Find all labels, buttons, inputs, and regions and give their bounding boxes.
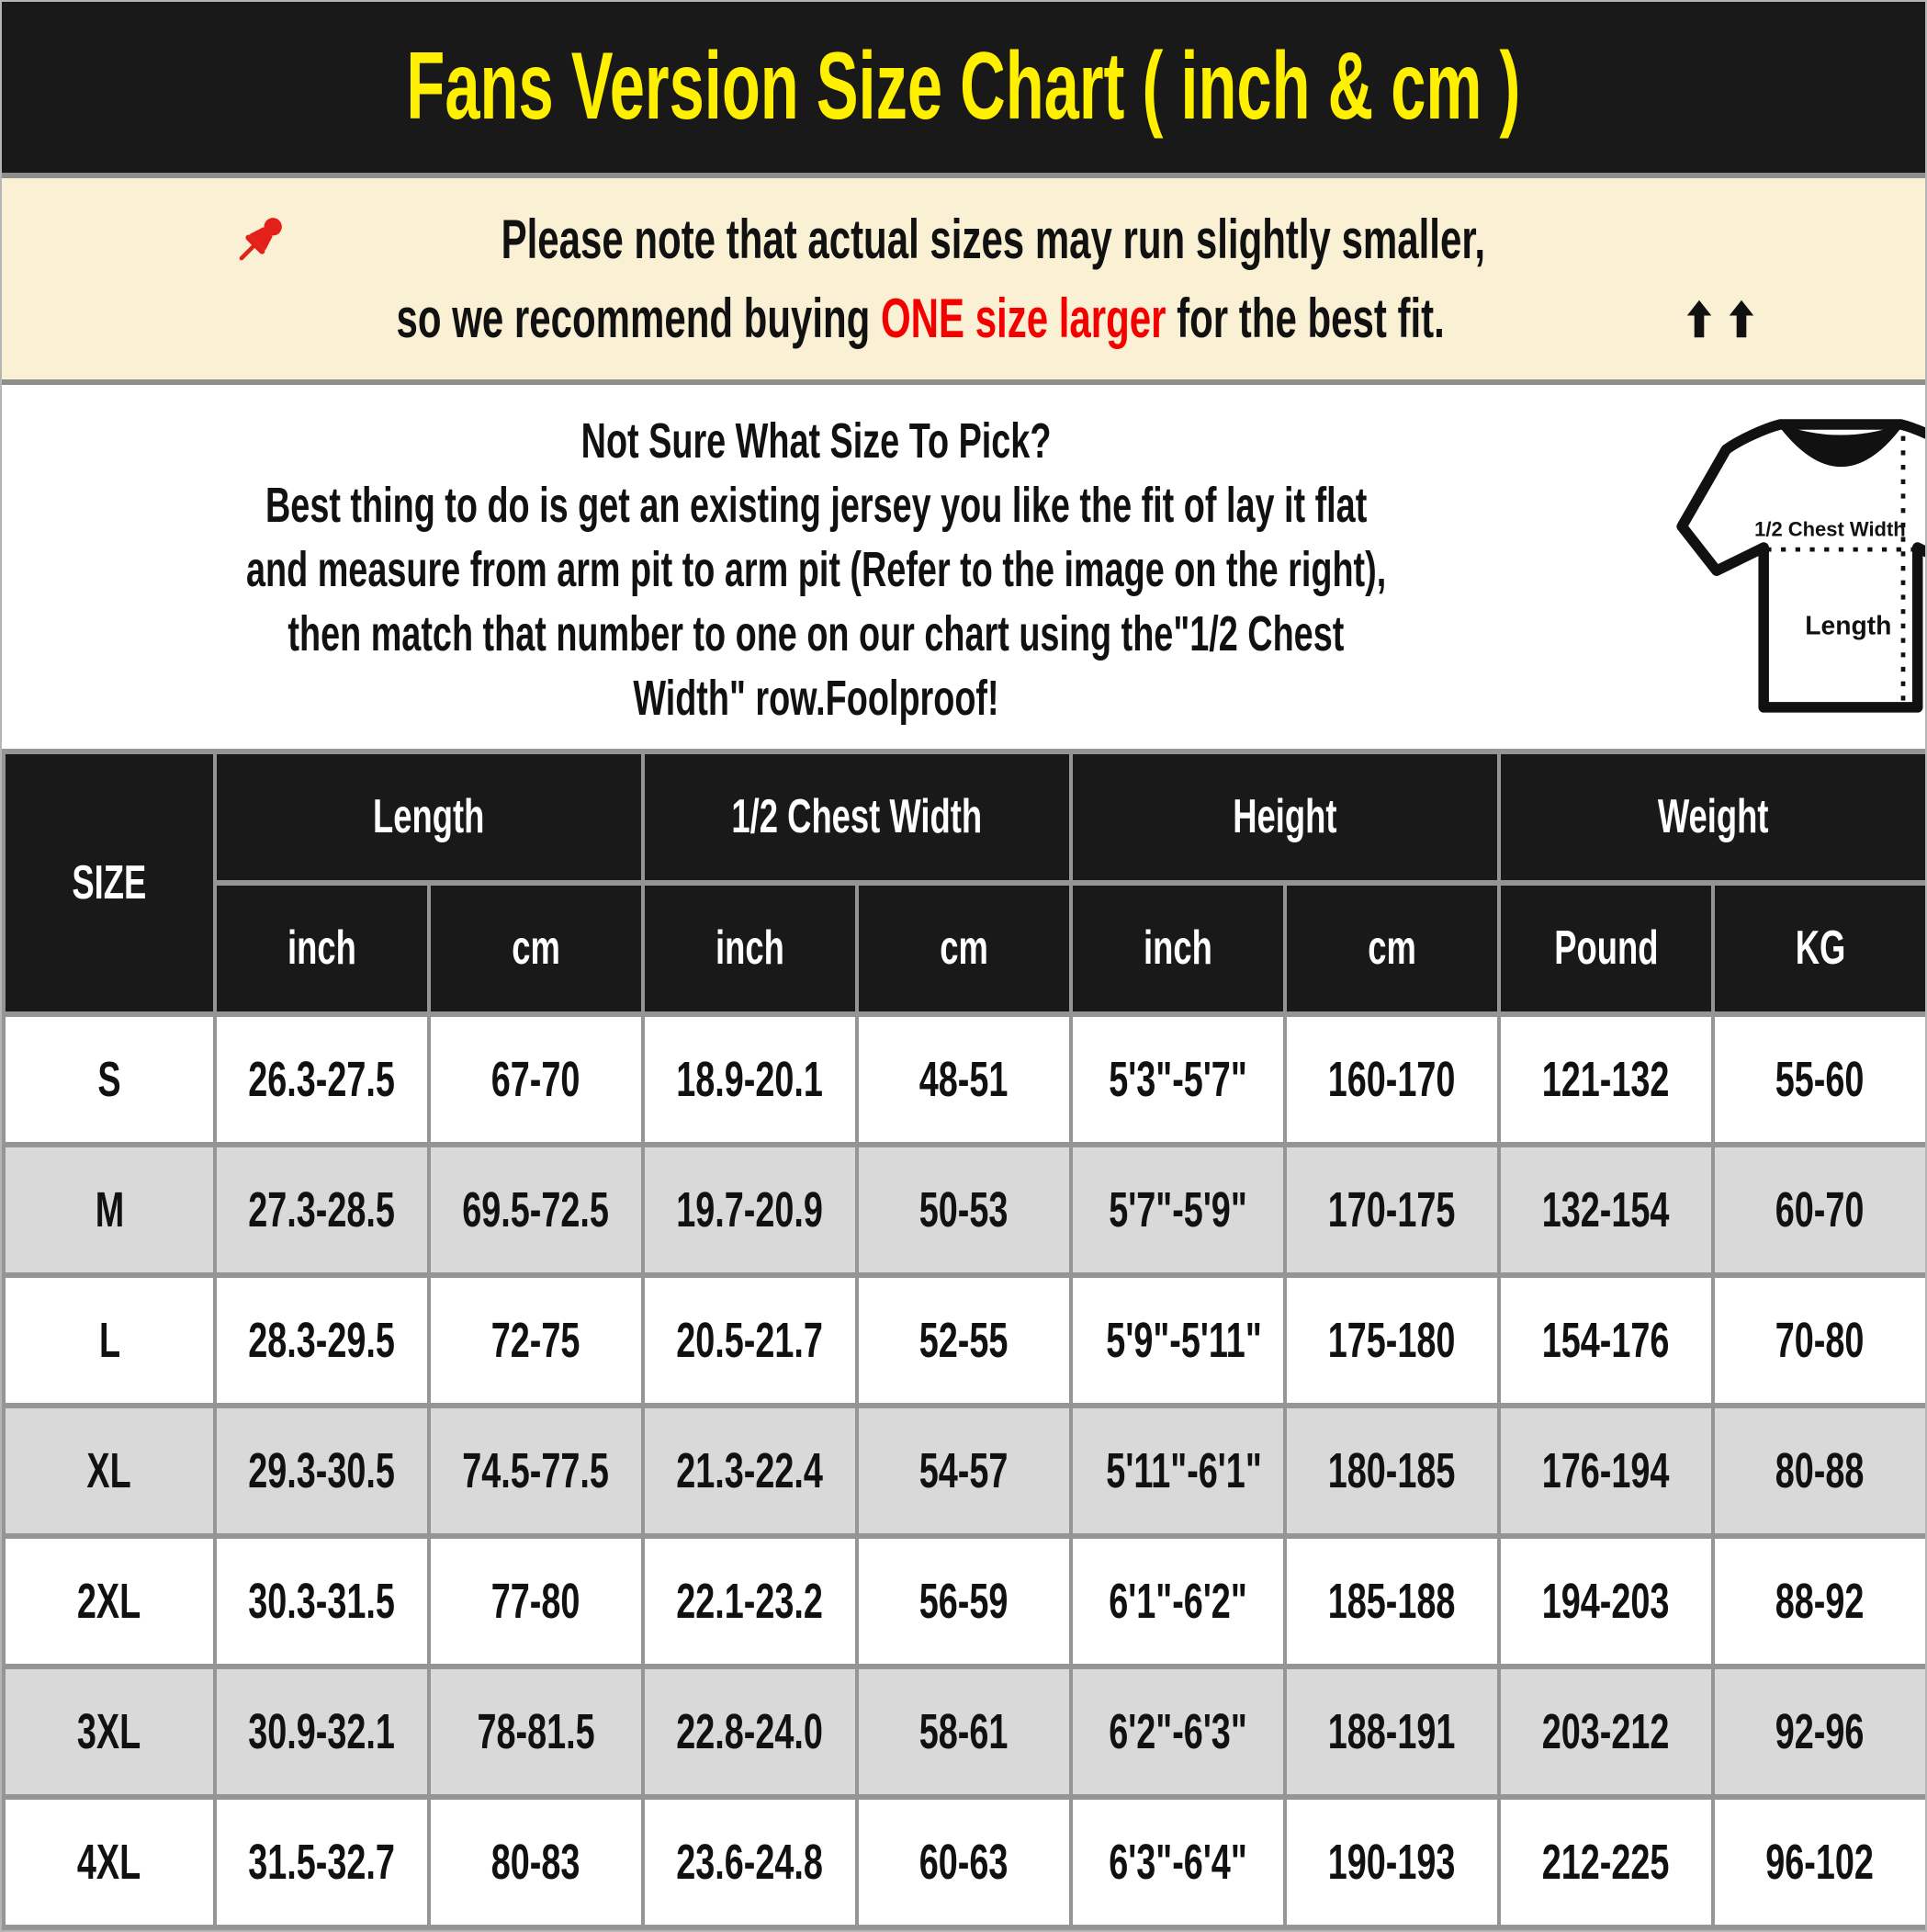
guide-line <box>2 537 1630 602</box>
header-length-cm <box>429 883 643 1014</box>
table-row <box>4 1275 1927 1406</box>
guide-line-text: Width" row.Foolproof! <box>633 671 999 727</box>
measurement-cell <box>857 1275 1071 1406</box>
cell-text: 160-170 <box>1328 1051 1456 1107</box>
guide-section <box>2 385 1925 749</box>
table-row <box>4 1797 1927 1927</box>
measurement-cell <box>1499 1666 1713 1797</box>
cell-text: 55-60 <box>1775 1051 1865 1107</box>
note-line-1 <box>231 207 1696 273</box>
header-sub-text: cm <box>1368 921 1416 976</box>
measurement-cell <box>1071 1014 1285 1145</box>
measurement-cell <box>429 1536 643 1666</box>
size-cell <box>4 1797 215 1927</box>
cell-text: 23.6-24.8 <box>676 1834 824 1890</box>
cell-text: 5'11"-6'1" <box>1106 1442 1262 1498</box>
shirt-chest-label: 1/2 Chest Width <box>1754 517 1906 541</box>
cell-text: 121-132 <box>1542 1051 1670 1107</box>
measurement-cell <box>1499 1536 1713 1666</box>
measurement-cell <box>857 1145 1071 1275</box>
measurement-cell <box>1713 1145 1927 1275</box>
cell-text: S <box>97 1051 121 1107</box>
measurement-cell <box>429 1797 643 1927</box>
up-arrows <box>1685 298 1755 340</box>
note-banner <box>2 178 1925 386</box>
table-row <box>4 1536 1927 1666</box>
measurement-cell <box>1071 1406 1285 1536</box>
cell-text: 50-53 <box>919 1181 1009 1237</box>
measurement-cell <box>1713 1014 1927 1145</box>
cell-text: 77-80 <box>491 1573 580 1629</box>
note-line-2 <box>172 286 1755 352</box>
measurement-cell <box>215 1536 429 1666</box>
measurement-cell <box>1499 1145 1713 1275</box>
size-cell <box>4 1406 215 1536</box>
cell-text: 58-61 <box>919 1703 1009 1759</box>
measurement-cell <box>857 1666 1071 1797</box>
cell-text: 60-63 <box>919 1834 1009 1890</box>
measurement-cell <box>215 1275 429 1406</box>
measurement-cell <box>429 1014 643 1145</box>
measurement-cell <box>643 1797 857 1927</box>
note-highlight: ONE size larger <box>880 287 1166 349</box>
guide-text <box>2 385 1630 749</box>
note-line-2-prefix: so we recommend buying <box>396 287 881 349</box>
header-chest-width <box>643 751 1071 883</box>
cell-text: 20.5-21.7 <box>676 1312 824 1368</box>
cell-text: 67-70 <box>491 1051 580 1107</box>
size-cell <box>4 1275 215 1406</box>
cell-text: 30.9-32.1 <box>248 1703 396 1759</box>
table-row <box>4 1666 1927 1797</box>
guide-line <box>2 602 1630 666</box>
measurement-cell <box>429 1145 643 1275</box>
up-arrow-icon <box>1728 298 1755 340</box>
cell-text: 203-212 <box>1542 1703 1670 1759</box>
cell-text: 6'2"-6'3" <box>1109 1703 1247 1759</box>
measurement-cell <box>1285 1666 1499 1797</box>
cell-text: 185-188 <box>1328 1573 1456 1629</box>
shirt-diagram <box>1630 385 1927 749</box>
cell-text: 31.5-32.7 <box>248 1834 396 1890</box>
cell-text: 52-55 <box>919 1312 1009 1368</box>
cell-text: 54-57 <box>919 1442 1009 1498</box>
header-size <box>4 751 215 1014</box>
cell-text: 180-185 <box>1328 1442 1456 1498</box>
size-table-body <box>4 1014 1927 1927</box>
cell-text: 190-193 <box>1328 1834 1456 1890</box>
header-sub-text: inch <box>716 921 784 976</box>
tshirt-measurement-icon <box>1640 403 1927 730</box>
header-weight <box>1499 751 1927 883</box>
size-cell <box>4 1536 215 1666</box>
cell-text: 5'9"-5'11" <box>1106 1312 1262 1368</box>
header-length-text: Length <box>373 790 485 844</box>
table-row <box>4 1406 1927 1536</box>
cell-text: 56-59 <box>919 1573 1009 1629</box>
cell-text: 188-191 <box>1328 1703 1456 1759</box>
cell-text: 176-194 <box>1542 1442 1670 1498</box>
cell-text: 22.1-23.2 <box>676 1573 824 1629</box>
cell-text: 78-81.5 <box>477 1703 595 1759</box>
measurement-cell <box>643 1666 857 1797</box>
cell-text: 29.3-30.5 <box>248 1442 396 1498</box>
note-line-2-suffix: for the best fit. <box>1166 287 1445 349</box>
header-weight-text: Weight <box>1657 790 1769 844</box>
measurement-cell <box>1713 1666 1927 1797</box>
size-cell <box>4 1666 215 1797</box>
header-sub-row <box>4 883 1927 1014</box>
measurement-cell <box>643 1014 857 1145</box>
cell-text: 70-80 <box>1775 1312 1865 1368</box>
cell-text: 48-51 <box>919 1051 1009 1107</box>
header-sub-text: cm <box>512 921 560 976</box>
guide-heading-text: Not Sure What Size To Pick? <box>580 413 1052 469</box>
measurement-cell <box>1285 1797 1499 1927</box>
measurement-cell <box>429 1666 643 1797</box>
header-height <box>1071 751 1499 883</box>
cell-text: 3XL <box>77 1703 141 1759</box>
size-cell <box>4 1145 215 1275</box>
title-banner <box>2 2 1925 178</box>
measurement-cell <box>1071 1275 1285 1406</box>
cell-text: 212-225 <box>1542 1834 1670 1890</box>
cell-text: 5'7"-5'9" <box>1109 1181 1247 1237</box>
measurement-cell <box>215 1406 429 1536</box>
header-height-inch <box>1071 883 1285 1014</box>
note-line-2-text <box>396 286 1444 352</box>
measurement-cell <box>1071 1145 1285 1275</box>
cell-text: 19.7-20.9 <box>676 1181 824 1237</box>
up-arrow-icon <box>1685 298 1713 340</box>
cell-text: 194-203 <box>1542 1573 1670 1629</box>
measurement-cell <box>1285 1014 1499 1145</box>
measurement-cell <box>643 1145 857 1275</box>
measurement-cell <box>1499 1275 1713 1406</box>
measurement-cell <box>1713 1406 1927 1536</box>
size-cell <box>4 1014 215 1145</box>
measurement-cell <box>1285 1406 1499 1536</box>
measurement-cell <box>857 1536 1071 1666</box>
measurement-cell <box>1071 1666 1285 1797</box>
page-title-text: Fans Version Size Chart ( inch & cm ) <box>406 33 1521 141</box>
measurement-cell <box>1285 1145 1499 1275</box>
cell-text: 6'3"-6'4" <box>1109 1834 1247 1890</box>
measurement-cell <box>857 1797 1071 1927</box>
cell-text: 132-154 <box>1542 1181 1670 1237</box>
header-length-inch <box>215 883 429 1014</box>
cell-text: 69.5-72.5 <box>462 1181 610 1237</box>
measurement-cell <box>1499 1797 1713 1927</box>
cell-text: 92-96 <box>1775 1703 1865 1759</box>
header-height-cm <box>1285 883 1499 1014</box>
cell-text: 154-176 <box>1542 1312 1670 1368</box>
cell-text: 4XL <box>77 1834 141 1890</box>
header-length <box>215 751 643 883</box>
cell-text: 6'1"-6'2" <box>1109 1573 1247 1629</box>
cell-text: 18.9-20.1 <box>676 1051 824 1107</box>
table-row <box>4 1145 1927 1275</box>
cell-text: 80-83 <box>491 1834 580 1890</box>
note-line-1-text: Please note that actual sizes may run slightly smaller, <box>501 208 1485 270</box>
measurement-cell <box>643 1536 857 1666</box>
measurement-cell <box>1713 1275 1927 1406</box>
measurement-cell <box>857 1406 1071 1536</box>
cell-text: 96-102 <box>1765 1834 1875 1890</box>
measurement-cell <box>429 1406 643 1536</box>
measurement-cell <box>215 1145 429 1275</box>
cell-text: 60-70 <box>1775 1181 1865 1237</box>
cell-text: 22.8-24.0 <box>676 1703 824 1759</box>
header-weight-kg <box>1713 883 1927 1014</box>
cell-text: 5'3"-5'7" <box>1109 1051 1247 1107</box>
measurement-cell <box>215 1014 429 1145</box>
header-chest-width-text: 1/2 Chest Width <box>731 790 983 844</box>
cell-text: XL <box>86 1442 132 1498</box>
header-sub-text: KG <box>1795 921 1845 976</box>
measurement-cell <box>215 1666 429 1797</box>
cell-text: 88-92 <box>1775 1573 1865 1629</box>
size-table-head <box>4 751 1927 1014</box>
cell-text: 80-88 <box>1775 1442 1865 1498</box>
cell-text: 175-180 <box>1328 1312 1456 1368</box>
cell-text: 74.5-77.5 <box>462 1442 610 1498</box>
table-row <box>4 1014 1927 1145</box>
guide-line <box>2 666 1630 730</box>
measurement-cell <box>215 1797 429 1927</box>
measurement-cell <box>429 1275 643 1406</box>
measurement-cell <box>1071 1536 1285 1666</box>
guide-heading <box>2 409 1630 473</box>
measurement-cell <box>1713 1797 1927 1927</box>
header-weight-pound <box>1499 883 1713 1014</box>
header-sub-text: cm <box>940 921 988 976</box>
guide-line-text: then match that number to one on our chart using the"1/2 Chest <box>287 606 1345 662</box>
guide-line-text: Best thing to do is get an existing jersey you like the fit of lay it flat <box>265 478 1368 534</box>
header-chest-cm <box>857 883 1071 1014</box>
cell-text: 26.3-27.5 <box>248 1051 396 1107</box>
measurement-cell <box>1499 1014 1713 1145</box>
measurement-cell <box>1071 1797 1285 1927</box>
header-chest-inch <box>643 883 857 1014</box>
header-sub-text: inch <box>1144 921 1212 976</box>
cell-text: 2XL <box>77 1573 141 1629</box>
header-sub-text: Pound <box>1553 921 1659 976</box>
cell-text: 28.3-29.5 <box>248 1312 396 1368</box>
size-table <box>2 749 1927 1930</box>
measurement-cell <box>643 1275 857 1406</box>
measurement-cell <box>1499 1406 1713 1536</box>
cell-text: L <box>98 1312 120 1368</box>
measurement-cell <box>857 1014 1071 1145</box>
page-title <box>119 32 1808 141</box>
cell-text: 30.3-31.5 <box>248 1573 396 1629</box>
cell-text: M <box>95 1181 124 1237</box>
cell-text: 170-175 <box>1328 1181 1456 1237</box>
guide-line <box>2 473 1630 537</box>
measurement-cell <box>1713 1536 1927 1666</box>
cell-text: 21.3-22.4 <box>676 1442 824 1498</box>
measurement-cell <box>1285 1536 1499 1666</box>
measurement-cell <box>643 1406 857 1536</box>
shirt-length-label: Length <box>1805 610 1892 640</box>
pushpin-icon <box>231 211 288 268</box>
guide-line-text: and measure from arm pit to arm pit (Refer to the image on the right), <box>245 542 1387 598</box>
cell-text: 27.3-28.5 <box>248 1181 396 1237</box>
header-sub-text: inch <box>287 921 356 976</box>
measurement-cell <box>1285 1275 1499 1406</box>
header-height-text: Height <box>1233 790 1337 844</box>
header-group-row <box>4 751 1927 883</box>
cell-text: 72-75 <box>491 1312 580 1368</box>
header-size-text: SIZE <box>72 855 147 910</box>
